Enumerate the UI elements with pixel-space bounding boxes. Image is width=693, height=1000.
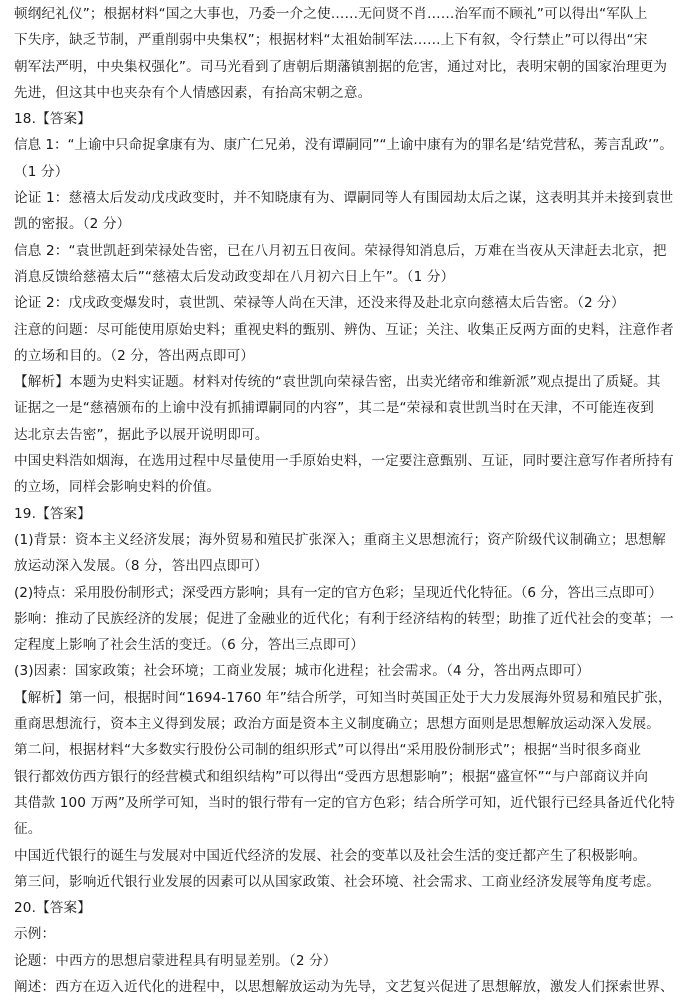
text-line: 定程度上影响了社会生活的变迁。（6 分，答出三点即可）	[14, 637, 365, 654]
text-line: 阐述：西方在迈入近代化的进程中，以思想解放运动为先导，文艺复兴促进了思想解放，激发人们探索世界、	[14, 978, 674, 995]
text-line: 信息 1：“上谕中只命捉拿康有为、康广仁兄弟，没有谭嗣同”“上谕中康有为的罪名是‘结党营私，莠言乱政’”。	[14, 137, 673, 154]
text-line: 朝军法严明，中央集权强化”。司马光看到了唐朝后期藩镇割据的危害，通过对比，表明宋朝的国家治理更为	[14, 58, 668, 75]
text-line: 达北京去告密”，据此予以展开说明即可。	[14, 426, 269, 443]
text-line: 重商思想流行，资本主义得到发展；政治方面是资本主义制度确立；思想方面则是思想解放运动深入发展。	[14, 716, 660, 733]
text-line: 第三问，影响近代银行业发展的因素可以从国家政策、社会环境、社会需求、工商业经济发展等角度考虑。	[14, 873, 660, 890]
answer-heading-19: 19.【答案】	[14, 505, 92, 522]
text-line: 第二问，根据材料“大多数实行股份公司制的组织形式”可以得出“采用股份制形式”；根据“当时很多商业	[14, 742, 641, 759]
analysis-paragraph: 【解析】第一问，根据时间“1694-1760 年”结合所学，可知当时英国正处于大力发展海外贸易和殖民扩张，	[14, 689, 672, 706]
text-line: 银行都效仿西方银行的经营模式和组织结构”可以得出“受西方思想影响”；根据“盛宣怀”“与户部商议并向	[14, 768, 649, 785]
text-line: 论题：中西方的思想启蒙进程具有明显差别。（2 分）	[14, 952, 337, 969]
text-line: 的立场，同样会影响史料的价值。	[14, 479, 221, 496]
text-line: 征。	[14, 821, 42, 838]
text-line: 证据之一是“慈禧颁布的上谕中没有抓捕谭嗣同的内容”，其二是“荣禄和袁世凯当时在天津，不可能连夜到	[14, 400, 655, 417]
text-line: 消息反馈给慈禧太后”“慈禧太后发动政变却在八月初六日上午”。（1 分）	[14, 268, 455, 285]
text-line: 论证 1：慈禧太后发动戊戌政变时，并不知晓康有为、谭嗣同等人有围园劫太后之谋，这表明其并未接到袁世	[14, 190, 674, 207]
text-line: 放运动深入发展。（8 分，答出四点即可）	[14, 558, 268, 575]
text-line: 其借款 100 万两”及所学可知，当时的银行带有一定的官方色彩；结合所学可知，近代银行已经具备近代化特	[14, 794, 675, 811]
text-line: 的立场和目的。（2 分，答出两点即可）	[14, 347, 255, 364]
text-line: 信息 2：“袁世凯赶到荣禄处告密，已在八月初五日夜间。荣禄得知消息后，万难在当夜从天津赶去北京，把	[14, 242, 667, 259]
text-line: 影响：推动了民族经济的发展；促进了金融业的近代化；有利于经济结构的转型；助推了近代社会的变革；一	[14, 610, 674, 627]
text-line: 顿纲纪礼仪”；根据材料“国之大事也，乃委一介之使……无问贤不肖……治军而不顾礼”可以得出“军队上	[14, 6, 648, 22]
text-line: 凯的密报。（2 分）	[14, 216, 131, 233]
answer-heading-20: 20.【答案】	[14, 900, 92, 917]
text-line: 中国史料浩如烟海，在选用过程中尽量使用一手原始史料，一定要注意甄别、互证，同时要注意写作者所持有	[14, 453, 674, 470]
answer-heading-18: 18.【答案】	[14, 111, 92, 128]
text-line: 注意的问题：尽可能使用原始史料；重视史料的甄别、辨伪、互证；关注、收集正反两方面的史料，注意作者	[14, 321, 674, 338]
text-line: (1)背景：资本主义经济发展；海外贸易和殖民扩张深入；重商主义思想流行；资产阶级代议制确立；思想解	[14, 531, 666, 548]
text-line: （1 分）	[14, 163, 69, 180]
analysis-paragraph: 【解析】本题为史料实证题。材料对传统的“袁世凯向荣禄告密，出卖光绪帝和维新派”观点提出了质疑。其	[14, 374, 661, 391]
text-line: 中国近代银行的诞生与发展对中国近代经济的发展、社会的变革以及社会生活的变迁都产生了积极影响。	[14, 847, 647, 864]
text-line: 先进，但这其中也夹杂有个人情感因素，有抬高宋朝之意。	[14, 84, 372, 101]
text-line: 示例：	[14, 926, 56, 943]
text-line: (2)特点：采用股份制形式；深受西方影响；具有一定的官方色彩；呈现近代化特征。（6 分，答出三点即可）	[14, 584, 663, 601]
text-line: (3)因素：国家政策；社会环境；工商业发展；城市化进程；社会需求。（4 分，答出两点即可）	[14, 663, 590, 680]
text-line: 论证 2：戊戌政变爆发时，袁世凯、荣禄等人尚在天津，还没来得及赴北京向慈禧太后告密。（2 分）	[14, 295, 625, 312]
text-line: 下失序，缺乏节制，严重削弱中央集权”；根据材料“太祖始制军法……上下有叙，令行禁止”可以得出“宋	[14, 32, 648, 49]
